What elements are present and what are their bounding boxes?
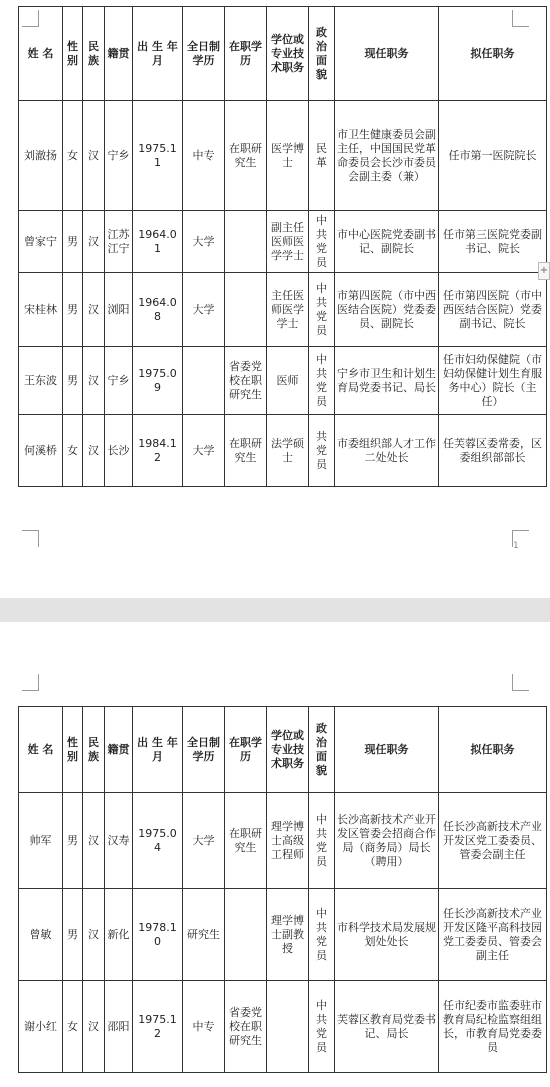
table-row xyxy=(19,211,547,273)
expand-handle-icon[interactable]: + xyxy=(538,262,550,280)
header-inservice-education: 在职学历 xyxy=(225,7,267,101)
cell-fulltime-education: 大学 xyxy=(183,273,225,347)
cell-name: 曾敏 xyxy=(19,889,63,981)
cell-proposed-position: 任市纪委市监委驻市教育局纪检监察组组长，市教育局党委委员 xyxy=(439,981,547,1073)
cell-degree-title xyxy=(267,981,309,1073)
cell-birth-date: 1978.10 xyxy=(133,889,183,981)
table-row xyxy=(19,347,547,415)
cell-proposed-position: 任市第四医院（市中西医结合医院）党委副书记、院长 xyxy=(439,273,547,347)
cell-birth-date: 1975.11 xyxy=(133,101,183,211)
header-fulltime-education: 全日制学历 xyxy=(183,7,225,101)
cell-gender: 女 xyxy=(63,981,83,1073)
header-proposed-position: 拟任职务 xyxy=(439,7,547,101)
cell-fulltime-education: 大学 xyxy=(183,211,225,273)
cell-political-status: 中共党员 xyxy=(309,211,335,273)
header-hometown: 籍贯 xyxy=(105,7,133,101)
cell-name: 谢小红 xyxy=(19,981,63,1073)
header-fulltime-education: 全日制学历 xyxy=(183,707,225,793)
cell-proposed-position: 任芙蓉区委常委，区委组织部部长 xyxy=(439,415,547,487)
cell-fulltime-education: 中专 xyxy=(183,981,225,1073)
header-gender: 性别 xyxy=(63,707,83,793)
cell-current-position: 市委组织部人才工作二处处长 xyxy=(335,415,439,487)
cell-inservice-education: 在职研究生 xyxy=(225,101,267,211)
cell-degree-title: 理学博士高级工程师 xyxy=(267,793,309,889)
cell-ethnicity: 汉 xyxy=(83,211,105,273)
cell-gender: 男 xyxy=(63,273,83,347)
page-number: 1 xyxy=(513,541,519,551)
cell-degree-title: 医学博士 xyxy=(267,101,309,211)
cell-ethnicity: 汉 xyxy=(83,415,105,487)
cell-ethnicity: 汉 xyxy=(83,347,105,415)
cell-inservice-education xyxy=(225,889,267,981)
header-degree-title: 学位或专业技术职务 xyxy=(267,707,309,793)
header-birth-date: 出 生 年 月 xyxy=(133,707,183,793)
page-gap xyxy=(0,598,550,622)
cell-ethnicity: 汉 xyxy=(83,889,105,981)
cell-gender: 男 xyxy=(63,793,83,889)
header-inservice-education: 在职学历 xyxy=(225,707,267,793)
cell-current-position: 宁乡市卫生和计划生育局党委书记、局长 xyxy=(335,347,439,415)
cell-birth-date: 1984.12 xyxy=(133,415,183,487)
header-ethnicity: 民族 xyxy=(83,7,105,101)
page-corner-mark xyxy=(22,674,39,691)
cell-ethnicity: 汉 xyxy=(83,101,105,211)
cell-current-position: 市中心医院党委副书记、副院长 xyxy=(335,211,439,273)
header-name: 姓 名 xyxy=(19,707,63,793)
cell-proposed-position: 任市第三医院党委副书记、院长 xyxy=(439,211,547,273)
cell-political-status: 中共党员 xyxy=(309,981,335,1073)
cell-birth-date: 1964.01 xyxy=(133,211,183,273)
cell-degree-title: 医师 xyxy=(267,347,309,415)
cell-proposed-position: 任长沙高新技术产业开发区隆平高科技园党工委委员、管委会副主任 xyxy=(439,889,547,981)
cell-inservice-education: 省委党校在职研究生 xyxy=(225,981,267,1073)
cell-degree-title: 副主任医师医学学士 xyxy=(267,211,309,273)
table-row xyxy=(19,981,547,1073)
table-row xyxy=(19,889,547,981)
cell-name: 帅军 xyxy=(19,793,63,889)
table-row xyxy=(19,273,547,347)
header-political-status: 政治面貌 xyxy=(309,707,335,793)
table-row xyxy=(19,415,547,487)
cell-degree-title: 主任医师医学学士 xyxy=(267,273,309,347)
cell-inservice-education: 在职研究生 xyxy=(225,415,267,487)
cell-proposed-position: 任市妇幼保健院（市妇幼保健计划生育服务中心）院长（主任） xyxy=(439,347,547,415)
cell-hometown: 邵阳 xyxy=(105,981,133,1073)
cell-birth-date: 1975.12 xyxy=(133,981,183,1073)
cell-political-status: 中共党员 xyxy=(309,889,335,981)
cell-current-position: 长沙高新技术产业开发区管委会招商合作局（商务局）局长（聘用） xyxy=(335,793,439,889)
cell-proposed-position: 任长沙高新技术产业开发区党工委委员、管委会副主任 xyxy=(439,793,547,889)
cell-name: 何溪桥 xyxy=(19,415,63,487)
cell-fulltime-education: 大学 xyxy=(183,793,225,889)
cell-hometown: 长沙 xyxy=(105,415,133,487)
cell-hometown: 宁乡 xyxy=(105,347,133,415)
cell-gender: 女 xyxy=(63,101,83,211)
cell-hometown: 汉寿 xyxy=(105,793,133,889)
cell-hometown: 宁乡 xyxy=(105,101,133,211)
cell-name: 宋桂林 xyxy=(19,273,63,347)
page-corner-mark xyxy=(512,674,529,691)
cell-political-status: 中共党员 xyxy=(309,273,335,347)
cell-current-position: 市第四医院（市中西医结合医院）党委委员、副院长 xyxy=(335,273,439,347)
header-political-status: 政治面貌 xyxy=(309,7,335,101)
cell-hometown: 江苏江宁 xyxy=(105,211,133,273)
cell-current-position: 芙蓉区教育局党委书记、局长 xyxy=(335,981,439,1073)
cell-fulltime-education: 研究生 xyxy=(183,889,225,981)
header-name: 姓 名 xyxy=(19,7,63,101)
cell-ethnicity: 汉 xyxy=(83,793,105,889)
cell-ethnicity: 汉 xyxy=(83,273,105,347)
cell-inservice-education: 省委党校在职研究生 xyxy=(225,347,267,415)
cell-degree-title: 法学硕士 xyxy=(267,415,309,487)
cell-fulltime-education: 大学 xyxy=(183,415,225,487)
cell-political-status: 中共党员 xyxy=(309,793,335,889)
cell-gender: 女 xyxy=(63,415,83,487)
cell-political-status: 共党员 xyxy=(309,415,335,487)
cell-name: 刘澈扬 xyxy=(19,101,63,211)
header-gender: 性别 xyxy=(63,7,83,101)
cell-gender: 男 xyxy=(63,889,83,981)
header-hometown: 籍贯 xyxy=(105,707,133,793)
page-corner-mark xyxy=(22,530,39,547)
cell-fulltime-education xyxy=(183,347,225,415)
cell-degree-title: 理学博士副教授 xyxy=(267,889,309,981)
cell-proposed-position: 任市第一医院院长 xyxy=(439,101,547,211)
table-header-row xyxy=(19,707,547,793)
appointment-table-page-1 xyxy=(18,6,547,487)
header-ethnicity: 民族 xyxy=(83,707,105,793)
document-page-2 xyxy=(0,622,550,1087)
cell-current-position: 市卫生健康委员会副主任，中国国民党革命委员会长沙市委员会副主委（兼） xyxy=(335,101,439,211)
header-degree-title: 学位或专业技术职务 xyxy=(267,7,309,101)
header-current-position: 现任职务 xyxy=(335,707,439,793)
cell-birth-date: 1975.09 xyxy=(133,347,183,415)
cell-name: 曾家宁 xyxy=(19,211,63,273)
header-current-position: 现任职务 xyxy=(335,7,439,101)
cell-inservice-education xyxy=(225,211,267,273)
table-header-row xyxy=(19,7,547,101)
cell-inservice-education: 在职研究生 xyxy=(225,793,267,889)
cell-political-status: 中共党员 xyxy=(309,347,335,415)
table-row xyxy=(19,793,547,889)
cell-ethnicity: 汉 xyxy=(83,981,105,1073)
cell-fulltime-education: 中专 xyxy=(183,101,225,211)
cell-birth-date: 1964.08 xyxy=(133,273,183,347)
cell-gender: 男 xyxy=(63,347,83,415)
cell-political-status: 民革 xyxy=(309,101,335,211)
cell-name: 王东波 xyxy=(19,347,63,415)
header-birth-date: 出 生 年 月 xyxy=(133,7,183,101)
cell-current-position: 市科学技术局发展规划处处长 xyxy=(335,889,439,981)
cell-birth-date: 1975.04 xyxy=(133,793,183,889)
table-row xyxy=(19,101,547,211)
cell-gender: 男 xyxy=(63,211,83,273)
appointment-table-page-2 xyxy=(18,706,547,1073)
header-proposed-position: 拟任职务 xyxy=(439,707,547,793)
cell-hometown: 新化 xyxy=(105,889,133,981)
cell-inservice-education xyxy=(225,273,267,347)
cell-hometown: 浏阳 xyxy=(105,273,133,347)
